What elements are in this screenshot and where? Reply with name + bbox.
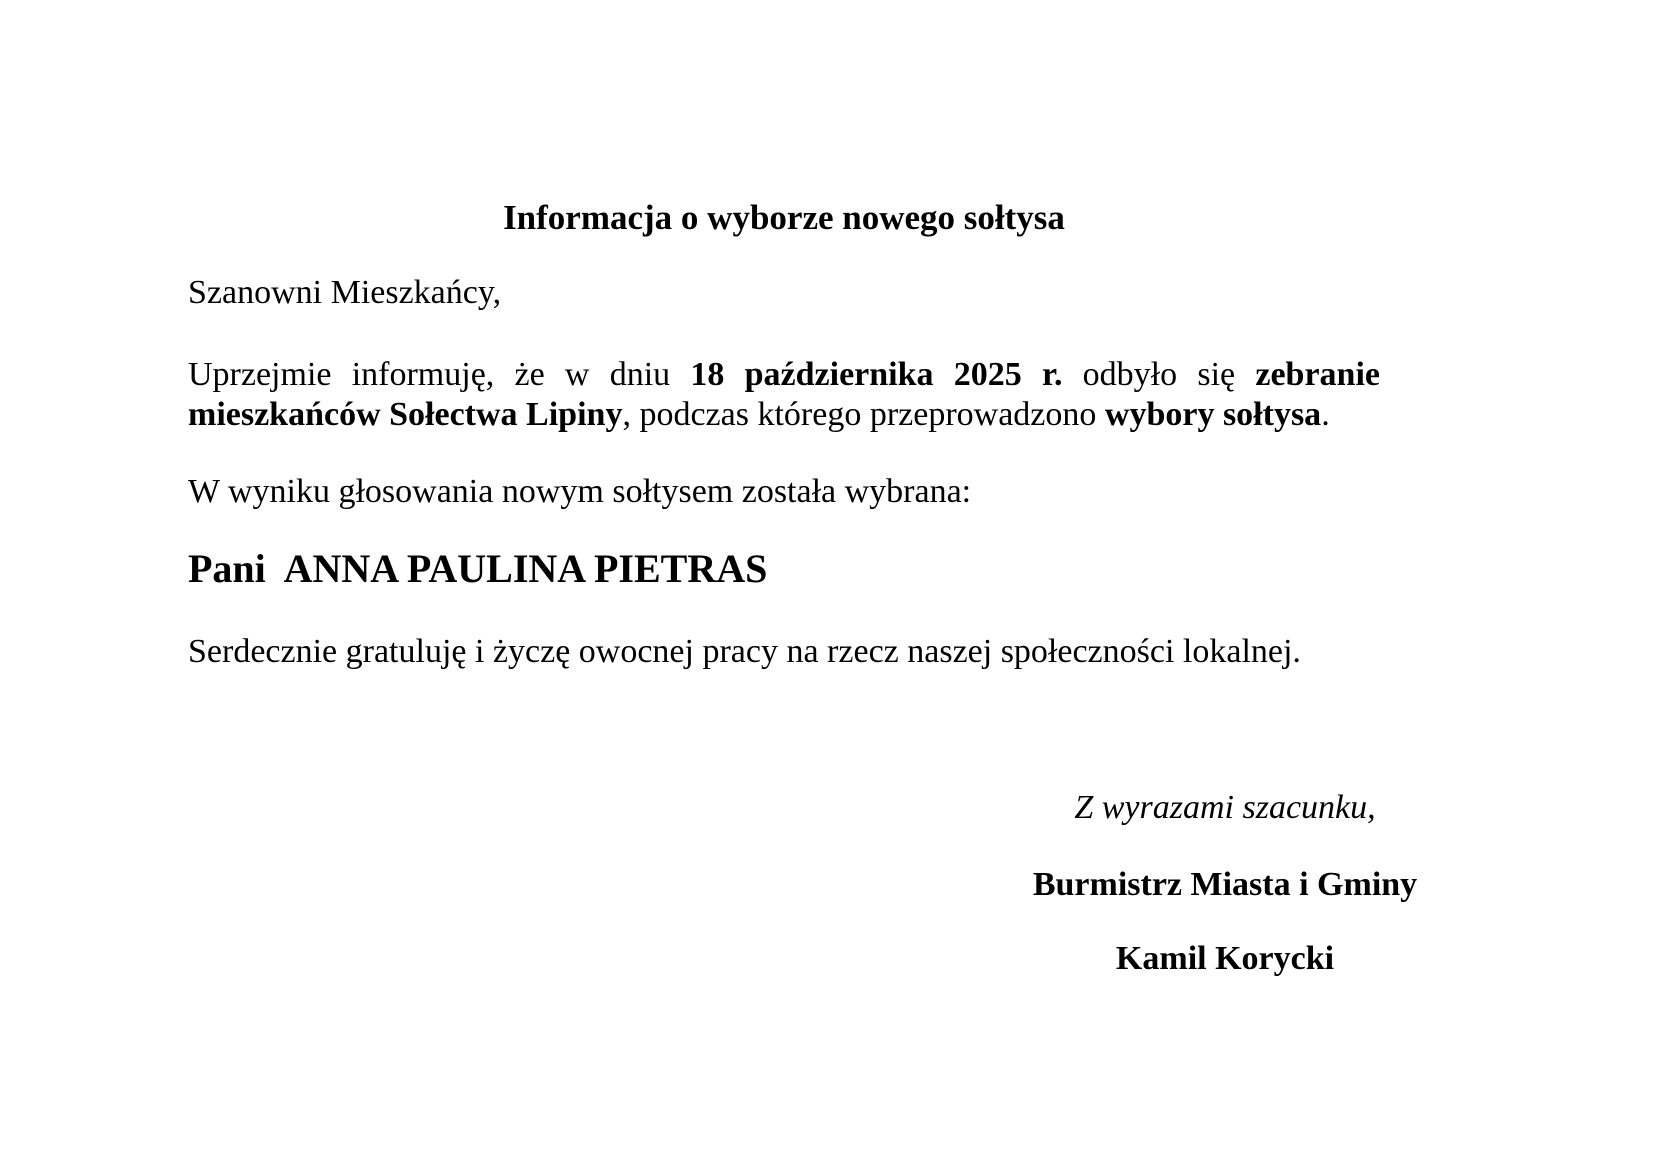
signature-name: Kamil Korycki <box>1115 940 1335 977</box>
signature-role: Burmistrz Miasta i Gminy <box>1032 866 1418 903</box>
result-line: W wyniku głosowania nowym sołtysem została wybrana: <box>188 473 972 510</box>
announcement-part1: Uprzejmie informuję, że w dniu <box>188 356 691 393</box>
announcement-part4: . <box>1321 396 1330 433</box>
elected-name: Pani ANNA PAULINA PIETRAS <box>188 546 768 591</box>
announcement-part2: odbyło się <box>1062 356 1256 393</box>
announcement-date-bold: 18 października 2025 r. <box>690 356 1063 393</box>
page-title: Informacja o wyborze nowego sołtysa <box>503 198 1065 237</box>
announcement-paragraph <box>188 355 1380 435</box>
signature-block <box>1005 788 1445 979</box>
announcement-election-bold: wybory sołtysa <box>1104 396 1322 433</box>
announcement-meeting-bold: zebranie mieszkańców Sołectwa Lipiny <box>188 356 1380 433</box>
announcement-part3: , podczas którego przeprowadzono <box>622 396 1105 433</box>
closing-text: Z wyrazami szacunku, <box>1074 789 1376 826</box>
salutation-text: Szanowni Mieszkańcy, <box>188 274 502 311</box>
congratulations-paragraph: Serdecznie gratuluję i życzę owocnej pracy na rzecz naszej społeczności lokalnej. <box>188 633 1301 670</box>
